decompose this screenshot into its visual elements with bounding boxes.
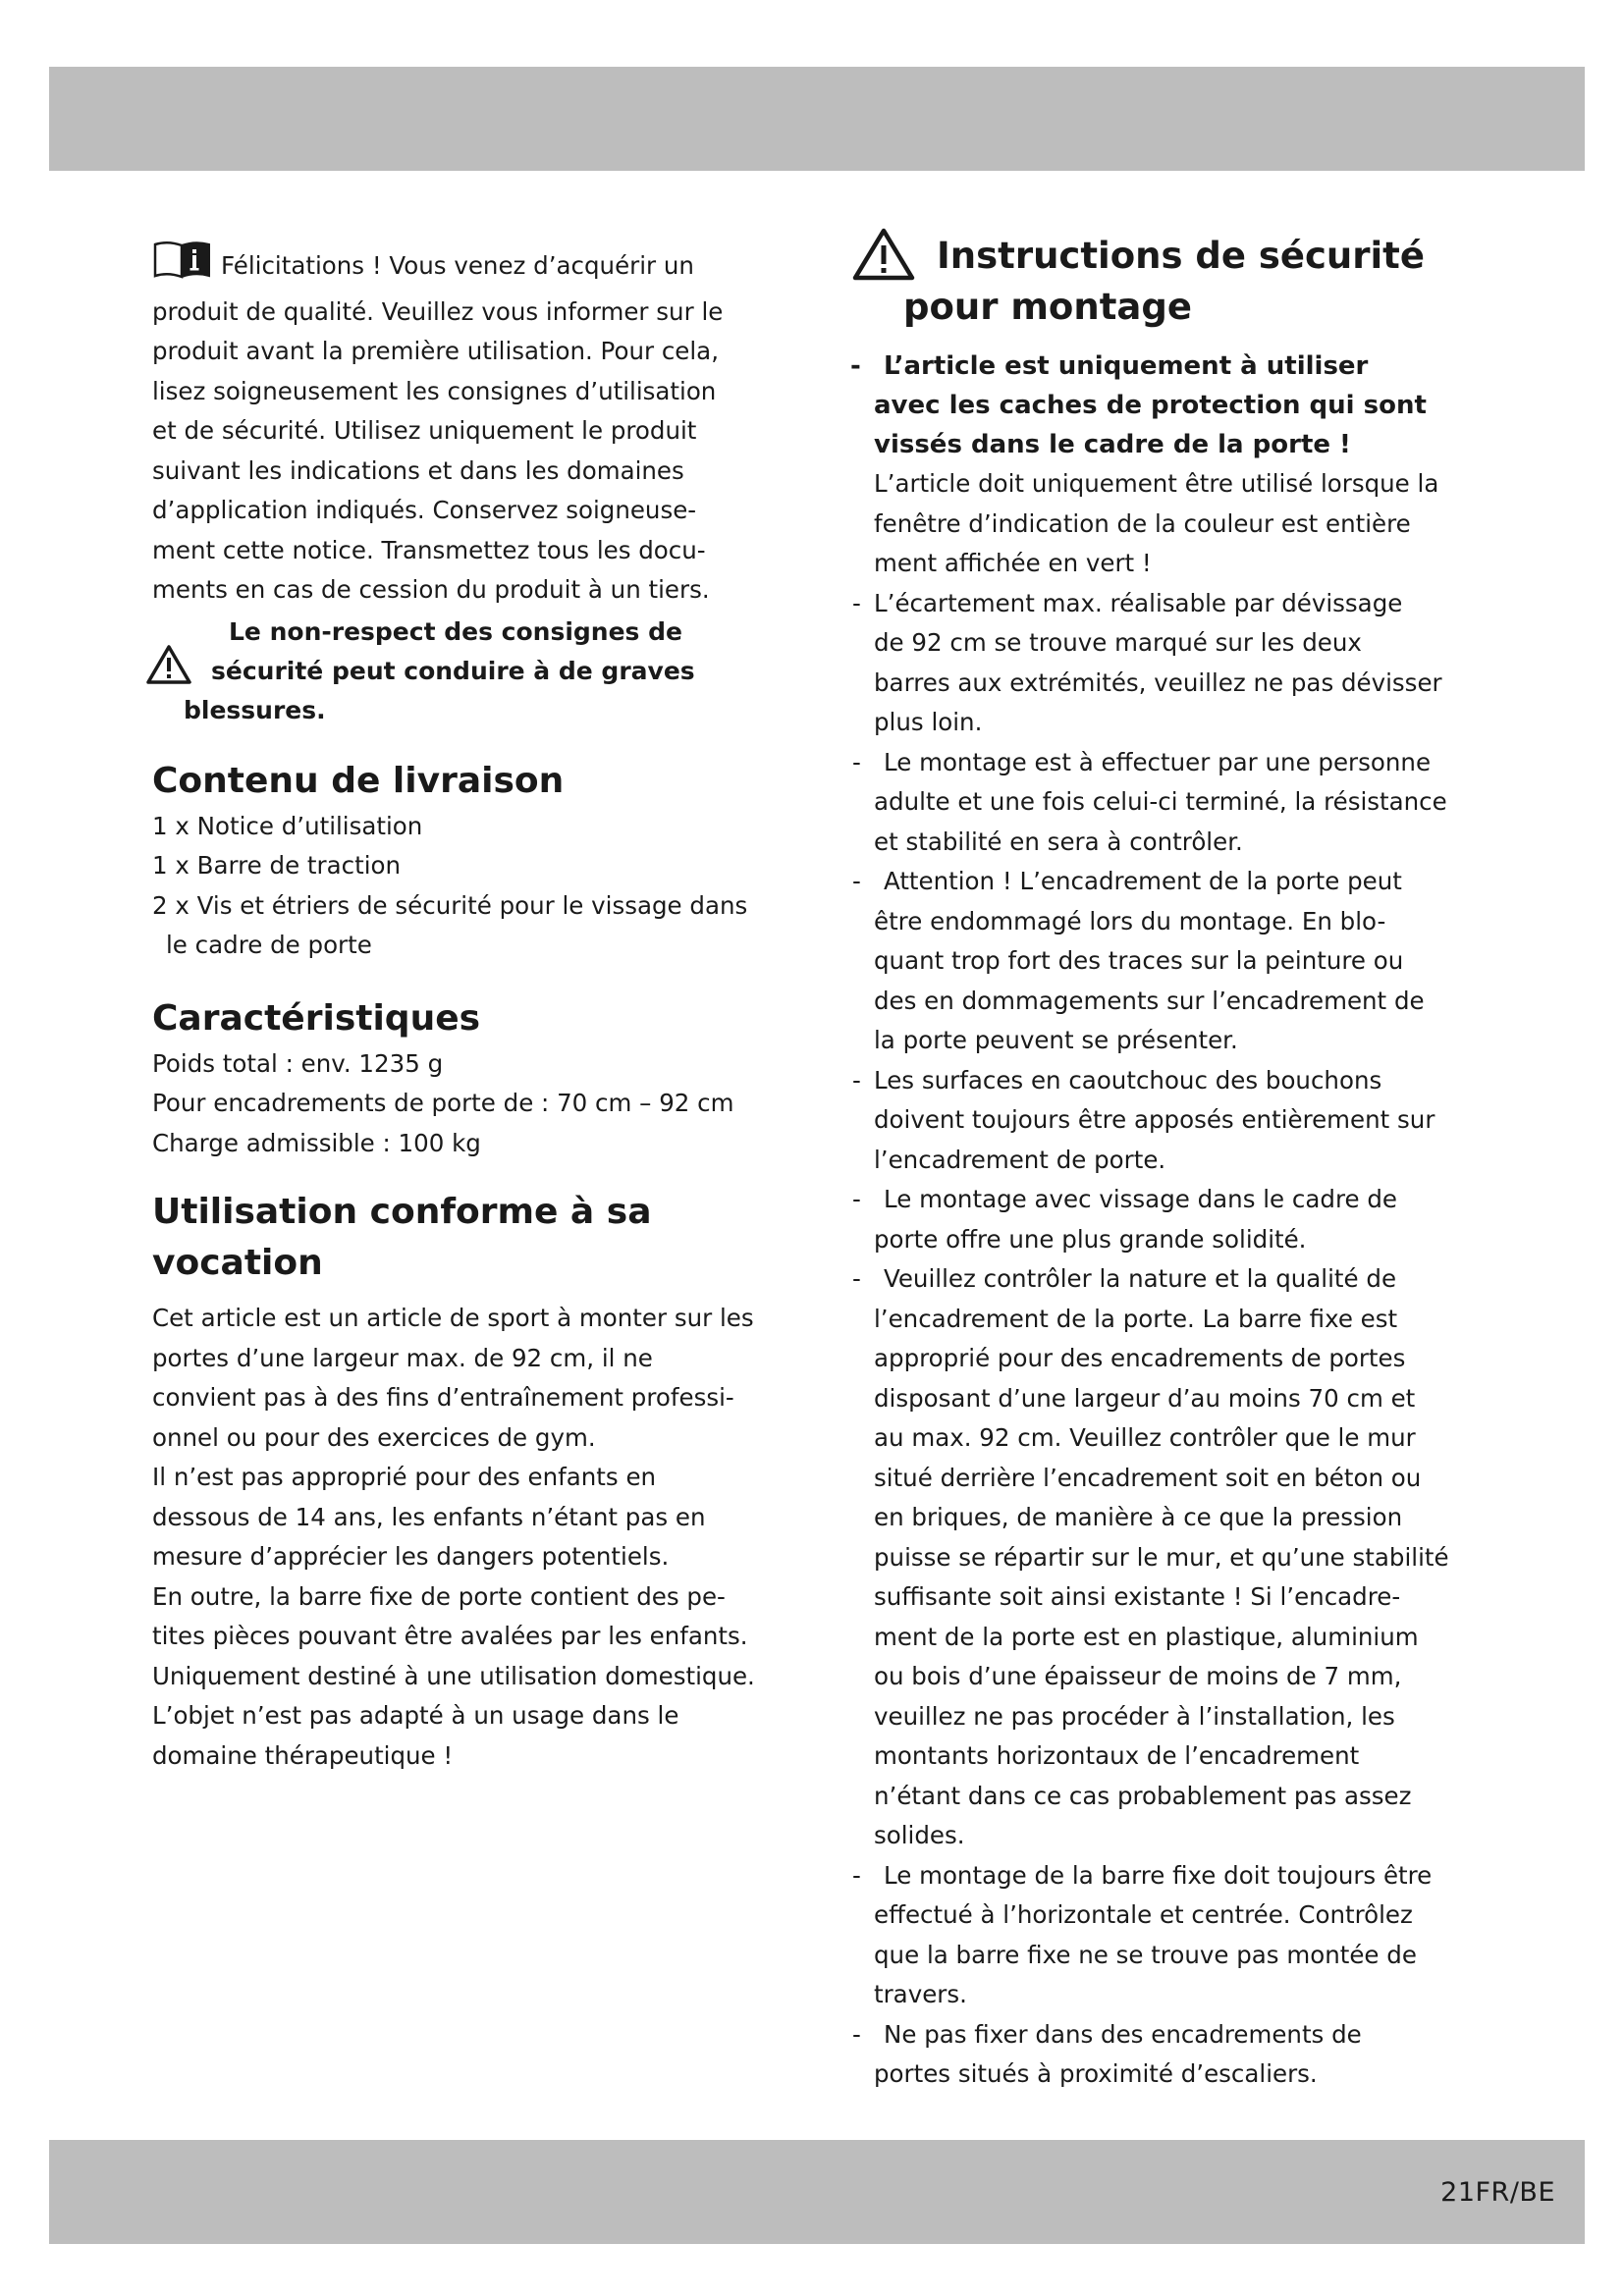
warning-triangle-icon [852,227,915,295]
bullet-dash: - [852,1860,861,1890]
bullet-line: l’encadrement de porte. [874,1145,1166,1174]
bullet-bold-line: avec les caches de protection qui sont [874,391,1427,420]
contenu-item: 1 x Barre de traction [152,851,402,880]
bullet-dash: - [852,588,861,617]
bullet-line: portes situés à proximité d’escaliers. [874,2059,1318,2088]
utilisation-line: mesure d’apprécier les dangers potentiels. [152,1542,670,1571]
bullet-line: L’article doit uniquement être utilisé lorsque la [874,469,1439,498]
bullet-dash: - [852,1065,861,1095]
bullet-dash: - [850,351,861,381]
utilisation-paragraph [152,1299,781,1776]
warning-line: sécurité peut conduire à de graves [211,656,695,685]
bullet-line: Les surfaces en caoutchouc des bouchons [874,1065,1382,1095]
intro-line: ment cette notice. Transmettez tous les docu- [152,535,706,564]
bullet-line: en briques, de manière à ce que la pression [874,1503,1403,1531]
bullet-line: Ne pas fixer dans des encadrements de [884,2019,1362,2049]
bullet-item [852,743,1490,863]
intro-line: produit avant la première utilisation. Pour cela, [152,337,719,365]
heading-utilisation-line2: vocation [152,1243,323,1283]
bullet-line: travers. [874,1980,967,2008]
bullet-line: solides. [874,1821,965,1849]
utilisation-line: En outre, la barre fixe de porte contient des pe- [152,1581,726,1611]
bullet-line: n’étant dans ce cas probablement pas assez [874,1781,1412,1810]
intro-line: Félicitations ! Vous venez d’acquérir un [221,251,694,280]
right-column [852,231,1490,2095]
intro-line: lisez soigneusement les consignes d’utilisation [152,376,717,405]
bullet-dash: - [852,1264,861,1293]
bullet-line: doivent toujours être apposés entièrement sur [874,1105,1435,1134]
heading-caracteristiques: Caractéristiques [152,997,481,1039]
bullet-item [852,584,1490,743]
bullet-line: que la barre fixe ne se trouve pas montée de [874,1940,1417,1969]
intro-paragraph [152,240,781,611]
intro-line: ments en cas de cession du produit à un tiers. [152,575,710,604]
bullet-item [852,1259,1490,1856]
bullet-line: et stabilité en sera à contrôler. [874,827,1243,856]
bullet-line: ou bois d’une épaisseur de moins de 7 mm, [874,1662,1402,1690]
bullet-line: être endommagé lors du montage. En blo- [874,906,1386,935]
bullet-line: de 92 cm se trouve marqué sur les deux [874,628,1362,657]
bullet-line: L’écartement max. réalisable par dévissage [874,588,1403,617]
contenu-item: 1 x Notice d’utilisation [152,811,423,840]
bullet-line: suffisante soit ainsi existante ! Si l’encadre- [874,1582,1401,1611]
bullet-line: porte offre une plus grande solidité. [874,1224,1307,1254]
carac-item: Charge admissible : 100 kg [152,1128,481,1157]
bullet-line: ment de la porte est en plastique, aluminium [874,1622,1419,1651]
utilisation-line: dessous de 14 ans, les enfants n’étant pas en [152,1502,706,1531]
header-band [49,67,1585,171]
bullet-line: Le montage de la barre fixe doit toujours être [884,1860,1433,1890]
bullet-line: des en dommagements sur l’encadrement de [874,986,1425,1015]
bullet-line: plus loin. [874,708,983,736]
heading-contenu: Contenu de livraison [152,760,565,801]
bullet-line: situé derrière l’encadrement soit en béton ou [874,1463,1422,1492]
intro-line: suivant les indications et dans les domaines [152,455,684,485]
bullet-line: ment affichée en vert ! [874,549,1152,577]
utilisation-line: domaine thérapeutique ! [152,1740,454,1770]
page-number: 21FR/BE [1440,2177,1555,2208]
bullet-item [852,2015,1490,2095]
bullet-line: Attention ! L’encadrement de la porte peut [884,867,1402,895]
info-book-icon [152,240,213,293]
bullet-line: la porte peuvent se présenter. [874,1026,1238,1054]
utilisation-line: Il n’est pas approprié pour des enfants en [152,1463,657,1491]
bullet-line: montants horizontaux de l’encadrement [874,1741,1360,1770]
contenu-item: le cadre de porte [166,931,372,959]
intro-line: produit de qualité. Veuillez vous informer sur le [152,296,724,326]
bullet-item [852,1061,1490,1181]
safety-warning [152,613,781,730]
bullet-item [852,862,1490,1061]
heading-instructions-securite [852,231,1490,333]
utilisation-line: Uniquement destiné à une utilisation domestique. [152,1661,755,1690]
bullet-line: l’encadrement de la porte. La barre fixe est [874,1304,1398,1333]
bullet-line: adulte et une fois celui-ci terminé, la résistance [874,787,1447,816]
bullet-line: Veuillez contrôler la nature et la qualité de [884,1264,1397,1293]
utilisation-line: onnel ou pour des exercices de gym. [152,1422,596,1452]
bullet-bold-line: vissés dans le cadre de la porte ! [874,430,1351,459]
utilisation-line: Cet article est un article de sport à monter sur les [152,1304,754,1332]
bullet-line: au max. 92 cm. Veuillez contrôler que le mur [874,1423,1416,1452]
bullet-line: quant trop fort des traces sur la peinture ou [874,946,1404,975]
bullet-line: veuillez ne pas procéder à l’installation, les [874,1701,1395,1731]
bullet-item [852,1856,1490,2015]
warning-triangle-icon [146,644,191,697]
heading-utilisation-line1: Utilisation conforme à sa [152,1192,652,1232]
intro-line: d’application indiqués. Conservez soigneuse- [152,496,697,524]
bullet-line: Le montage avec vissage dans le cadre de [884,1185,1397,1213]
bullet-line: barres aux extrémités, veuillez ne pas dévisser [874,667,1442,697]
left-column [152,240,781,1776]
bullet-line: fenêtre d’indication de la couleur est entière [874,508,1411,538]
bullet-line: Le montage est à effectuer par une personne [884,747,1432,776]
bullet-line: effectué à l’horizontale et centrée. Contrôlez [874,1900,1413,1929]
bullet-item [852,347,1490,584]
utilisation-line: L’objet n’est pas adapté à un usage dans le [152,1701,679,1730]
bullet-item [852,1180,1490,1259]
carac-item: Poids total : env. 1235 g [152,1048,444,1078]
utilisation-line: tites pièces pouvant être avalées par les enfants. [152,1622,748,1650]
bullet-dash: - [852,747,861,776]
bullet-dash: - [852,1185,861,1213]
bullet-dash: - [852,2019,861,2049]
heading-utilisation [152,1187,781,1289]
heading-line2: pour montage [903,286,1192,328]
bullet-line: puisse se répartir sur le mur, et qu’une stabilité [874,1542,1449,1572]
contenu-item: 2 x Vis et étriers de sécurité pour le vissage dans [152,890,748,920]
bullet-bold-line: L’article est uniquement à utiliser [884,351,1369,381]
warning-line: Le non-respect des consignes de [229,616,682,646]
footer-band [49,2140,1585,2244]
utilisation-line: convient pas à des fins d’entraînement professi- [152,1383,734,1412]
bullet-line: approprié pour des encadrements de portes [874,1344,1406,1372]
heading-line1: Instructions de sécurité [937,235,1425,277]
carac-item: Pour encadrements de porte de : 70 cm – 92 cm [152,1089,734,1117]
utilisation-line: portes d’une largeur max. de 92 cm, il ne [152,1343,653,1372]
intro-line: et de sécurité. Utilisez uniquement le produit [152,416,697,445]
bullet-dash: - [852,867,861,895]
bullet-line: disposant d’une largeur d’au moins 70 cm et [874,1383,1416,1413]
warning-line: blessures. [184,695,326,724]
